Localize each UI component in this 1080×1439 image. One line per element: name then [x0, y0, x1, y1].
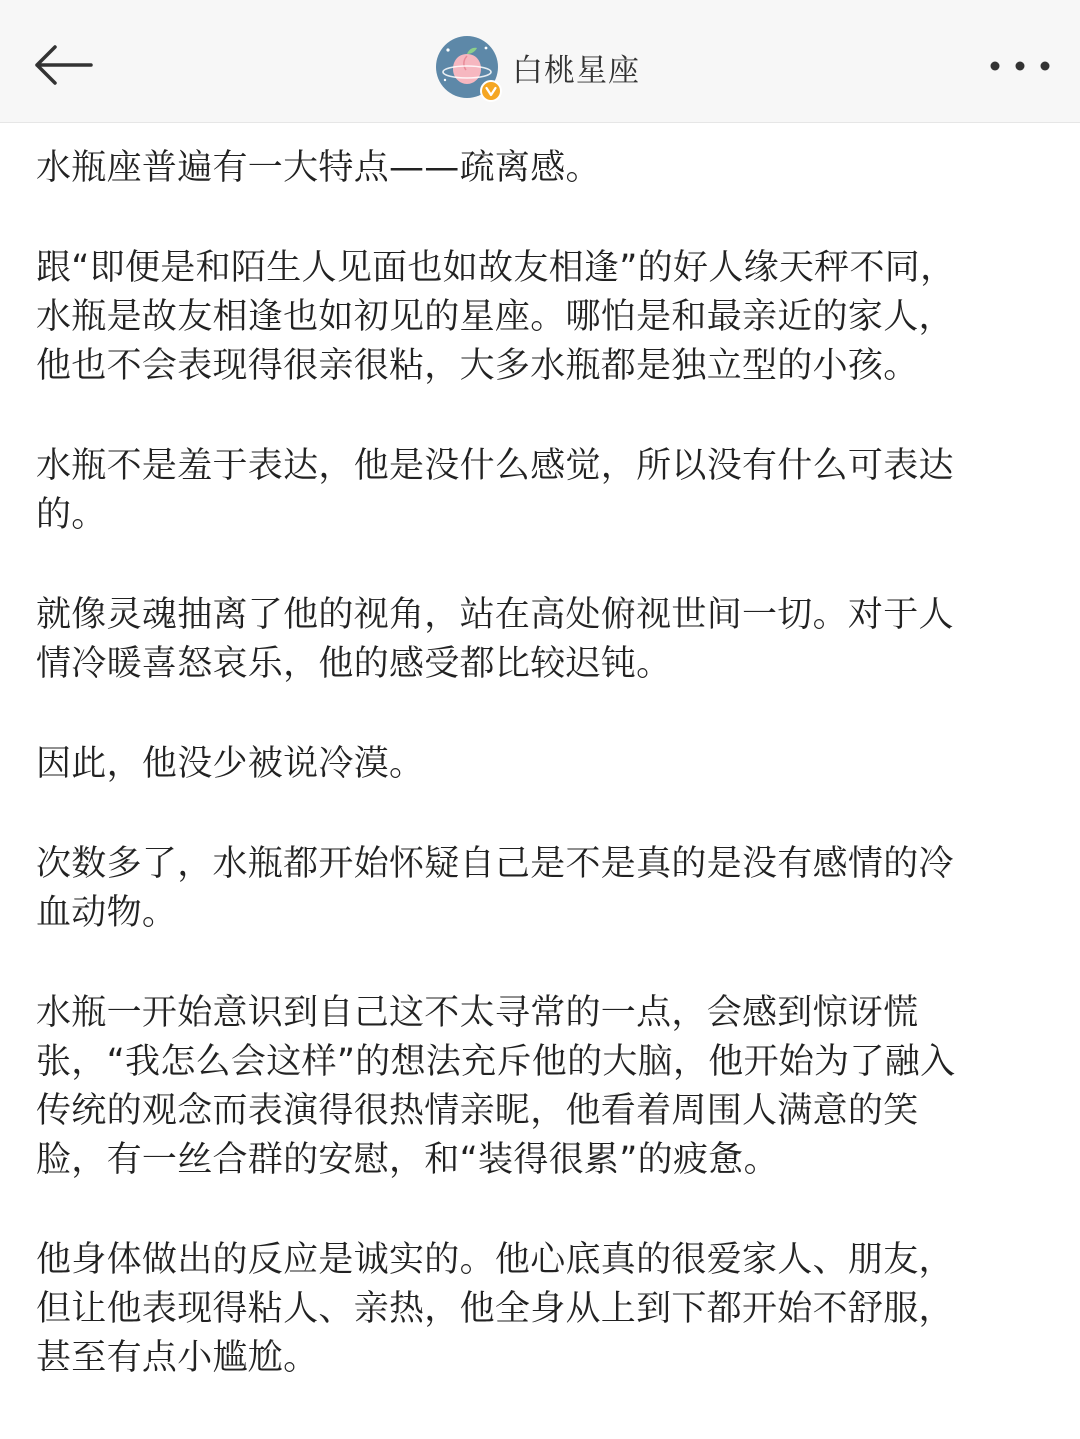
- avatar[interactable]: [436, 36, 498, 98]
- post-paragraph: 水瓶一开始意识到自己这不太寻常的一点，会感到惊讶慌 张，“我怎么会这样”的想法充斥他的大脑，他开始为了融入 传统的观念而表演得很热情亲昵，他看着周围人满意的笑 脸，有一丝合群的安慰，和“装得很累”的疲惫。: [36, 993, 956, 1180]
- account-name[interactable]: 白桃星座: [512, 52, 640, 89]
- verified-badge-icon: [480, 80, 502, 102]
- back-button[interactable]: [18, 30, 108, 100]
- post-paragraph: 水瓶座普遍有一大特点——疏离感。: [36, 148, 601, 188]
- arrow-left-icon: [31, 43, 95, 87]
- post-paragraph: 次数多了，水瓶都开始怀疑自己是不是真的是没有感情的冷 血动物。: [36, 844, 954, 933]
- post-paragraph: 就像灵魂抽离了他的视角，站在高处俯视世间一切。对于人 情冷暖喜怒哀乐，他的感受都比较迟钝。: [36, 595, 954, 684]
- top-navigation-bar: [0, 0, 1080, 123]
- account-profile[interactable]: [436, 36, 640, 98]
- post-paragraph: 因此，他没少被说冷漠。: [36, 744, 425, 784]
- more-options-button[interactable]: [982, 44, 1058, 88]
- post-paragraph: 跟“即便是和陌生人见面也如故友相逢”的好人缘天秤不同， 水瓶是故友相逢也如初见的星座。哪怕是和最亲近的家人， 他也不会表现得很亲很粘，大多水瓶都是独立型的小孩。: [36, 248, 956, 386]
- post-paragraph: 水瓶不是羞于表达，他是没什么感觉，所以没有什么可表达 的。: [36, 446, 954, 535]
- post-body: [36, 144, 1046, 1434]
- more-horizontal-icon: [988, 59, 1052, 73]
- post-paragraph: 他身体做出的反应是诚实的。他心底真的很爱家人、朋友， 但让他表现得粘人、亲热，他全身从上到下都开始不舒服， 甚至有点小尴尬。: [36, 1240, 954, 1378]
